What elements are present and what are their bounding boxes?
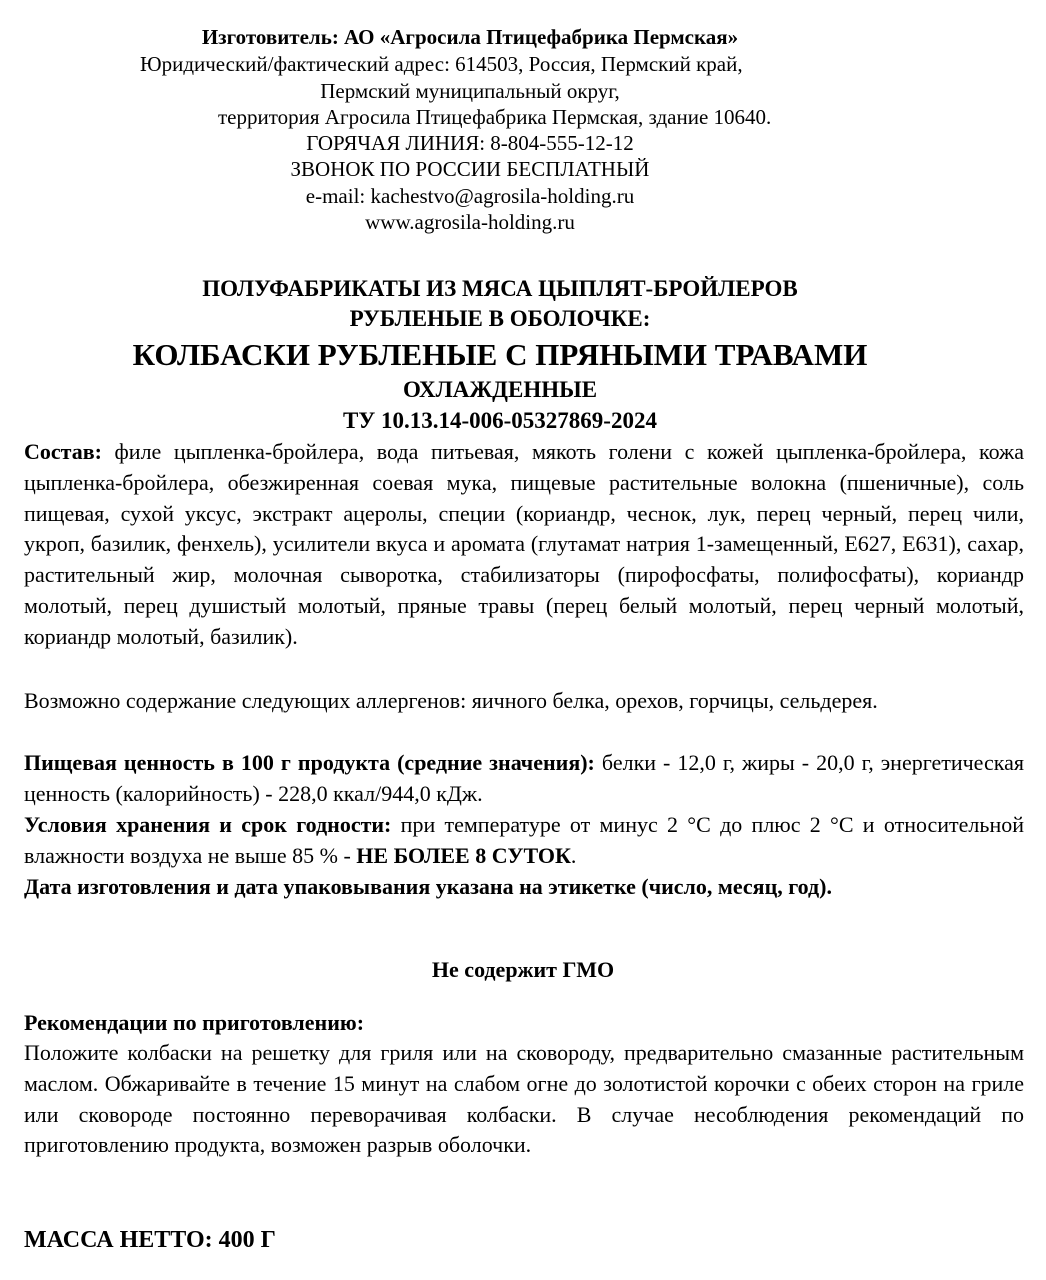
nutrition-section — [24, 748, 1024, 810]
shelf-life: НЕ БОЛЕЕ 8 СУТОК — [356, 842, 571, 868]
composition-section — [24, 437, 1024, 653]
product-category-line-1: ПОЛУФАБРИКАТЫ ИЗ МЯСА ЦЫПЛЯТ-БРОЙЛЕРОВ — [202, 276, 798, 301]
nutrition-label: Пищевая ценность в 100 г продукта (средние значения): — [24, 750, 595, 775]
allergens-note: Возможно содержание следующих аллергенов: яичного белка, орехов, горчицы, сельдерея. — [24, 688, 878, 713]
hotline: ГОРЯЧАЯ ЛИНИЯ: 8-804-555-12-12 — [306, 131, 634, 155]
storage-section — [24, 810, 1024, 872]
storage-end: . — [570, 842, 577, 868]
gmo-statement: Не содержит ГМО — [431, 957, 615, 982]
address-line-2: Пермский муниципальный округ, — [320, 79, 620, 103]
product-standard: ТУ 10.13.14-006-05327869-2024 — [343, 408, 657, 433]
date-note: Дата изготовления и дата упаковывания указана на этикетке (число, месяц, год). — [24, 874, 833, 899]
net-weight: МАССА НЕТТО: 400 Г — [24, 1227, 276, 1253]
free-call-note: ЗВОНОК ПО РОССИИ БЕСПЛАТНЫЙ — [290, 157, 650, 181]
storage-label: Условия хранения и срок годности: — [24, 812, 392, 837]
product-state: ОХЛАЖДЕННЫЕ — [402, 377, 598, 402]
contact-email: e-mail: kachestvo@agrosila-holding.ru — [305, 184, 635, 208]
product-name: КОЛБАСКИ РУБЛЕНЫЕ С ПРЯНЫМИ ТРАВАМИ — [132, 337, 868, 372]
product-category-line-2: РУБЛЕНЫЕ В ОБОЛОЧКЕ: — [349, 306, 651, 331]
website: www.agrosila-holding.ru — [365, 210, 575, 234]
nutrition-text: белки - 12,0 г, жиры - 20,0 г, энергетическая ценность (калорийность) - 228,0 ккал/944,0 кДж. — [24, 750, 1024, 806]
address-line-1: Юридический/фактический адрес: 614503, Россия, Пермский край, — [140, 52, 743, 76]
cooking-heading: Рекомендации по приготовлению: — [24, 1010, 365, 1035]
address-line-3: территория Агросила Птицефабрика Пермская, здание 10640. — [218, 105, 772, 129]
composition-text: филе цыпленка-бройлера, вода питьевая, мякоть голени с кожей цыпленка-бройлера, кожа цыпленка-бройлера, обезжиренная соевая мука, пищевые растительные волокна (пшеничные), соль пищевая, сухой уксус, экстракт ацеролы, специи (кориандр, чеснок, лук, перец черный, перец чили, укроп, базилик, фенхель), усилители вкуса и аромата (глутамат натрия 1-замещенный, E627, E631), сахар, растительный жир, молочная сыворотка, стабилизаторы (пирофосфаты, полифосфаты), кориандр молотый, перец душистый молотый, пряные травы (перец белый молотый, перец черный молотый, кориандр молотый, базилик). — [24, 439, 1024, 649]
composition-label: Состав: — [24, 439, 102, 464]
manufacturer-name: Изготовитель: АО «Агросила Птицефабрика Пермская» — [201, 25, 739, 49]
storage-text: при температуре от минус 2 °С до плюс 2 °С и относительной влажности воздуха не выше 85 % - — [24, 812, 1024, 868]
cooking-instructions: Положите колбаски на решетку для гриля или на сковороду, предварительно смазанные растительным маслом. Обжаривайте в течение 15 минут на слабом огне до золотистой корочки с обеих сторон на гриле или сковороде постоянно переворачивая колбаски. В случае несоблюдения рекомендаций по приготовлению продукта, возможен разрыв оболочки. — [24, 1040, 1024, 1158]
